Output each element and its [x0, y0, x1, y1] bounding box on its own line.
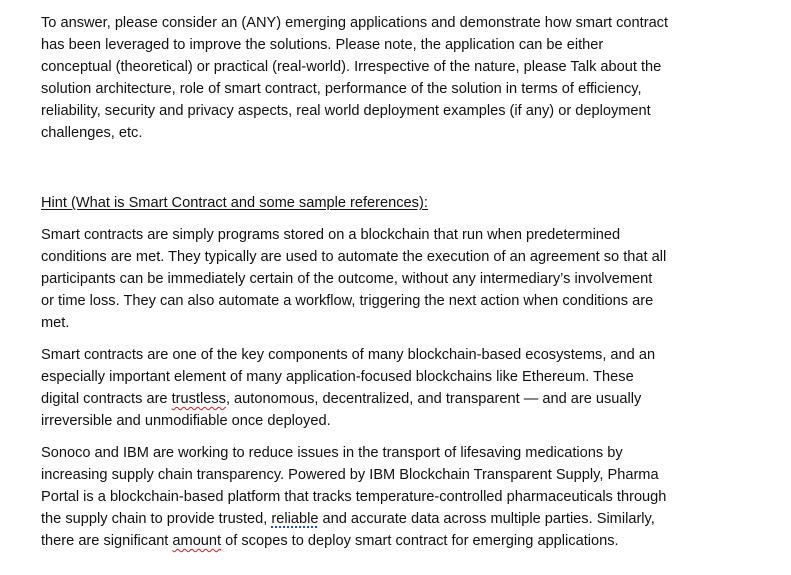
- intro-line: solution architecture, role of smart contract, performance of the solution in terms of efficiency,: [41, 81, 642, 97]
- text-run: there are significant: [41, 533, 173, 549]
- ecosystem-line: irreversible and unmodifiable once deployed.: [41, 413, 331, 429]
- ecosystem-line: Smart contracts are one of the key components of many blockchain-based ecosystems, and an: [41, 347, 656, 363]
- document-body: [41, 12, 741, 552]
- intro-line: has been leveraged to improve the solutions. Please note, the application can be either: [41, 37, 604, 53]
- paragraph-spacing: [41, 334, 741, 344]
- ecosystem-paragraph: [41, 344, 741, 432]
- intro-line: conceptual (theoretical) or practical (real-world). Irrespective of the nature, please Talk about the: [41, 59, 662, 75]
- spelling-flagged-word[interactable]: trustless: [171, 391, 226, 407]
- text-run: digital contracts are: [41, 391, 172, 407]
- intro-line: reliability, security and privacy aspects, real world deployment examples (if any) or deployment: [41, 103, 651, 119]
- intro-line: To answer, please consider an (ANY) emerging applications and demonstrate how smart contract: [41, 15, 669, 31]
- definition-line: participants can be immediately certain of the outcome, without any intermediary’s involvement: [41, 271, 653, 287]
- hint-heading-paragraph: [41, 192, 741, 214]
- ecosystem-line: especially important element of many application-focused blockchains like Ethereum. These: [41, 369, 634, 385]
- intro-line: challenges, etc.: [41, 125, 143, 141]
- definition-line: met.: [41, 315, 70, 331]
- definition-line: conditions are met. They typically are used to automate the execution of an agreement so that all: [41, 249, 667, 265]
- ecosystem-line: [41, 388, 741, 410]
- example-paragraph: [41, 442, 741, 552]
- definition-paragraph: [41, 224, 741, 334]
- text-run: , autonomous, decentralized, and transparent — and are usually: [225, 391, 642, 407]
- paragraph-spacing: [41, 214, 741, 224]
- definition-line: or time loss. They can also automate a workflow, triggering the next action when conditions are: [41, 293, 654, 309]
- hint-heading: Hint (What is Smart Contract and some sample references):: [41, 195, 428, 211]
- text-run: and accurate data across multiple parties. Similarly,: [318, 511, 655, 527]
- text-run: of scopes to deploy smart contract for emerging applications.: [221, 533, 619, 549]
- example-line: Portal is a blockchain-based platform that tracks temperature-controlled pharmaceuticals through: [41, 489, 667, 505]
- blank-space: [41, 144, 741, 192]
- intro-paragraph: [41, 12, 741, 144]
- spelling-flagged-word[interactable]: amount: [172, 533, 222, 549]
- paragraph-spacing: [41, 432, 741, 442]
- grammar-flagged-word[interactable]: reliable: [271, 511, 319, 527]
- text-run: the supply chain to provide trusted,: [41, 511, 272, 527]
- example-line: [41, 530, 741, 552]
- example-line: increasing supply chain transparency. Powered by IBM Blockchain Transparent Supply, Pharma: [41, 467, 659, 483]
- example-line: [41, 508, 741, 530]
- example-line: Sonoco and IBM are working to reduce issues in the transport of lifesaving medications by: [41, 445, 623, 461]
- definition-line: Smart contracts are simply programs stored on a blockchain that run when predetermined: [41, 227, 621, 243]
